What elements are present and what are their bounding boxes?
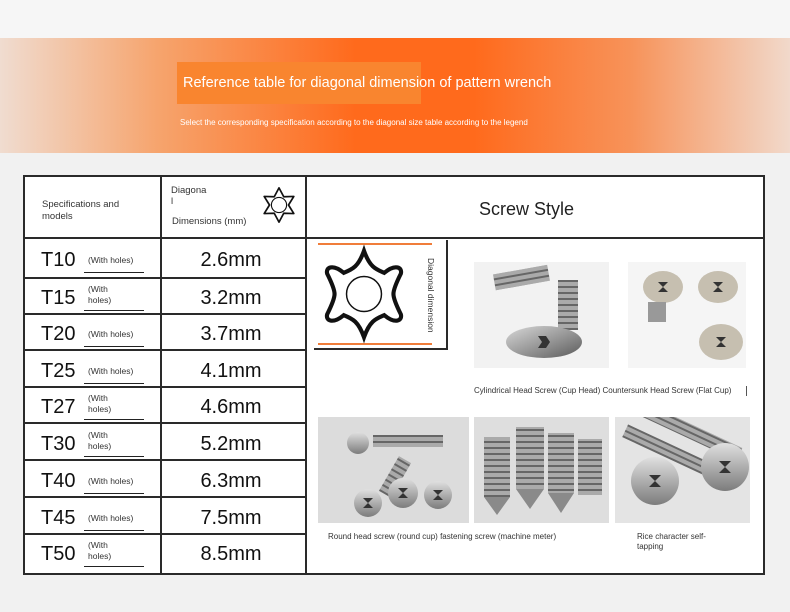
torx-star-icon xyxy=(260,186,298,224)
row-model: T45 xyxy=(41,507,76,529)
diagonal-dimension-label: Diagonal dimension xyxy=(426,258,436,333)
row-model: T15 xyxy=(41,287,76,309)
caption-rice-self-tapping: Rice character self-tapping xyxy=(637,532,706,551)
row-note-underline xyxy=(84,419,144,420)
row-divider xyxy=(24,386,307,388)
row-note: (With holes) xyxy=(88,513,134,523)
header-diagonal-line2: l xyxy=(171,196,174,207)
header-diagonal-line1: Diagona xyxy=(171,185,207,196)
row-divider xyxy=(24,422,307,424)
countersunk-screw-photo xyxy=(474,262,609,368)
row-diagonal-value: 7.5mm xyxy=(200,507,262,529)
row-divider xyxy=(24,533,307,535)
row-diagonal-value: 4.1mm xyxy=(200,360,262,382)
row-diagonal-value: 2.6mm xyxy=(200,249,262,271)
row-note: (With holes) xyxy=(88,255,134,265)
banner-title: Reference table for diagonal dimension of pattern wrench xyxy=(177,62,421,104)
row-note: (With holes) xyxy=(88,366,134,376)
row-divider xyxy=(24,459,307,461)
row-note-underline xyxy=(84,346,144,347)
row-note-underline xyxy=(84,383,144,384)
row-note: (With holes) xyxy=(88,540,112,561)
row-model: T25 xyxy=(41,360,76,382)
round-head-screw-photo xyxy=(318,417,469,523)
row-diagonal-value: 3.7mm xyxy=(200,323,262,345)
caption-separator xyxy=(746,386,747,396)
row-note-underline xyxy=(84,310,144,311)
row-diagonal-value: 4.6mm xyxy=(200,396,262,418)
header-screw-style: Screw Style xyxy=(479,199,575,219)
row-note-underline xyxy=(84,493,144,494)
row-model: T10 xyxy=(41,249,76,271)
row-divider xyxy=(24,496,307,498)
caption-cup-countersunk: Cylindrical Head Screw (Cup Head) Countersunk Head Screw (Flat Cup) xyxy=(474,386,732,395)
row-model: T27 xyxy=(41,396,76,418)
row-model: T40 xyxy=(41,470,76,492)
row-model: T30 xyxy=(41,433,76,455)
torx-diagram-icon xyxy=(318,244,410,344)
row-model: T50 xyxy=(41,543,76,565)
row-note-underline xyxy=(84,566,144,567)
row-diagonal-value: 5.2mm xyxy=(200,433,262,455)
flat-cup-screw-photo xyxy=(628,262,746,368)
row-note-underline xyxy=(84,530,144,531)
row-divider xyxy=(24,277,307,279)
row-model: T20 xyxy=(41,323,76,345)
col-divider xyxy=(305,176,307,574)
row-note: (With holes) xyxy=(88,476,134,486)
header-divider xyxy=(24,237,764,239)
header-specifications: Specifications and models xyxy=(42,199,120,222)
row-note-underline xyxy=(84,456,144,457)
row-note-underline xyxy=(84,272,144,273)
row-note: (With holes) xyxy=(88,430,112,451)
row-diagonal-value: 3.2mm xyxy=(200,287,262,309)
banner-subtitle: Select the corresponding specification according to the diagonal size table according to the legend xyxy=(180,118,528,127)
row-note: (With holes) xyxy=(88,393,112,414)
header-dimensions: Dimensions (mm) xyxy=(172,216,247,227)
row-note: (With holes) xyxy=(88,329,134,339)
set-screw-photo xyxy=(474,417,609,523)
top-strip xyxy=(0,0,790,38)
row-note: (With holes) xyxy=(88,284,112,305)
caption-round-fastening: Round head screw (round cup) fastening screw (machine meter) xyxy=(328,532,557,541)
row-diagonal-value: 6.3mm xyxy=(200,470,262,492)
row-divider xyxy=(24,349,307,351)
row-diagonal-value: 8.5mm xyxy=(200,543,262,565)
self-tapping-screw-photo xyxy=(615,417,750,523)
row-divider xyxy=(24,313,307,315)
